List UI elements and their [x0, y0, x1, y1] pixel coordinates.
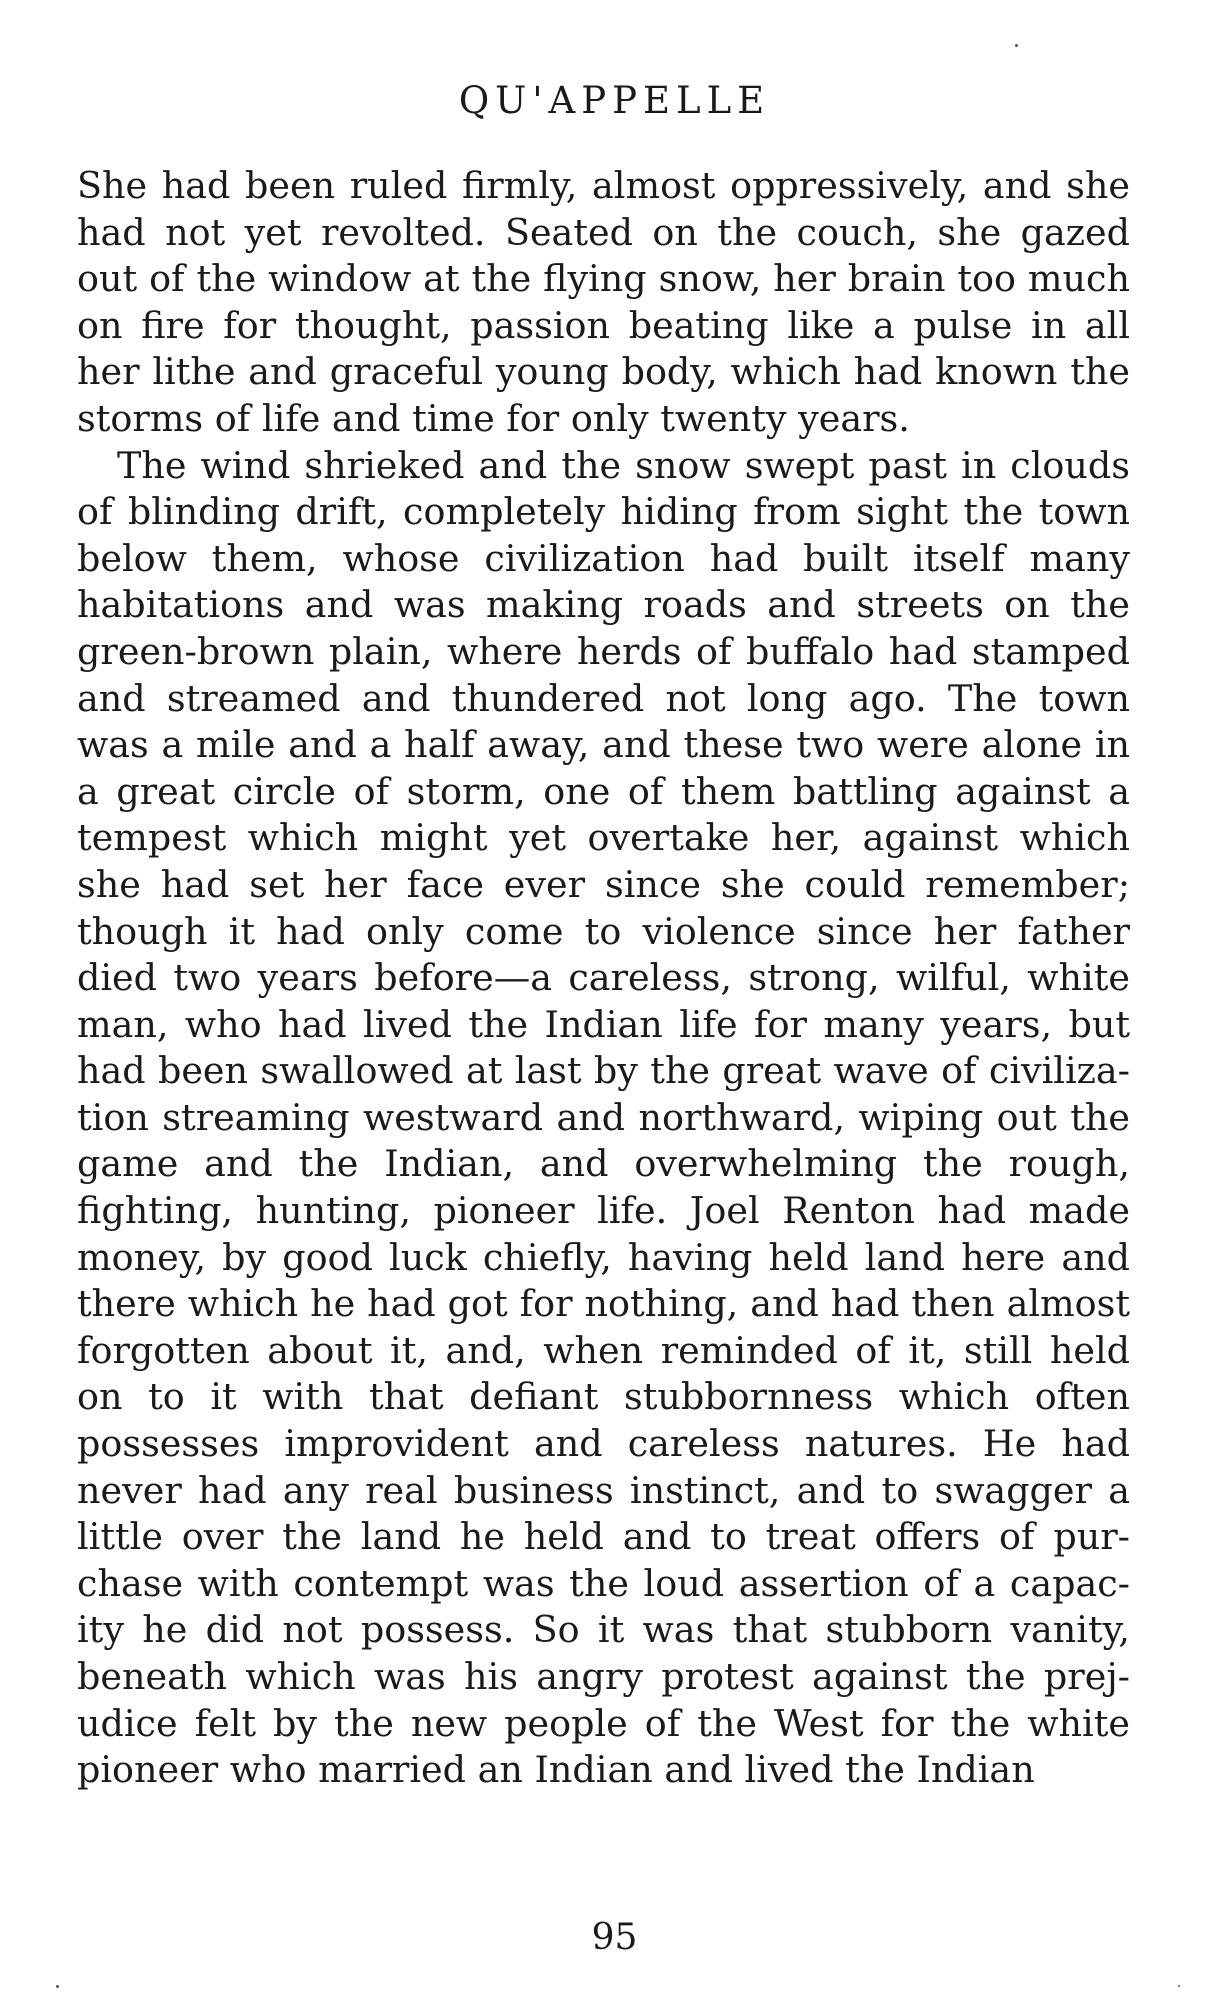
- paper-speck: [1015, 44, 1018, 47]
- paper-speck: [56, 1985, 59, 1988]
- running-head-title: QU'APPELLE: [458, 79, 771, 122]
- page-number: 95: [591, 1917, 638, 1958]
- paragraph-2: The wind shrieked and the snow swept past in clouds of blinding drift, completely hiding from sight the town below them, whose civilization had built itself many habitations and was making roads and streets on the green-brown plain, where herds of buffalo had stamped and streamed and thundered not long ago. The town was a mile and a half away, and these two were alone in a great circle of storm, one of them battling against a tempest which might yet overtake her, against which she had set her face ever since she could remember; though it had only come to violence since her father died two years before—a careless, strong, wilful, white man, who had lived the Indian life for many years, but had been swallowed at last by the great wave of civilization streaming westward and northward, wiping out the game and the Indian, and overwhelming the rough, fighting, hunting, pioneer life. Joel Renton had made money, by good luck chiefly, having held land here and there which he had got for nothing, and had then almost forgotten about it, and, when reminded of it, still held on to it with that defiant stubbornness which often possesses improvident and careless natures. He had never had any real business instinct, and to swagger a little over the land he held and to treat offers of purchase with contempt was the loud assertion of a capacity he did not possess. So it was that stubborn vanity, beneath which was his angry protest against the prejudice felt by the new people of the West for the white pioneer who married an Indian and lived the Indian: [77, 443, 1130, 1792]
- paper-speck: [1178, 1985, 1180, 1987]
- paragraph-1: She had been ruled firmly, almost oppressively, and she had not yet revolted. Seated on the couch, she gazed out of the window at the flying snow, her brain too much on fire for thought, passion beating like a pulse in all her lithe and graceful young body, which had known the storms of life and time for only twenty years.: [77, 164, 1130, 440]
- body-text: [77, 163, 1130, 1794]
